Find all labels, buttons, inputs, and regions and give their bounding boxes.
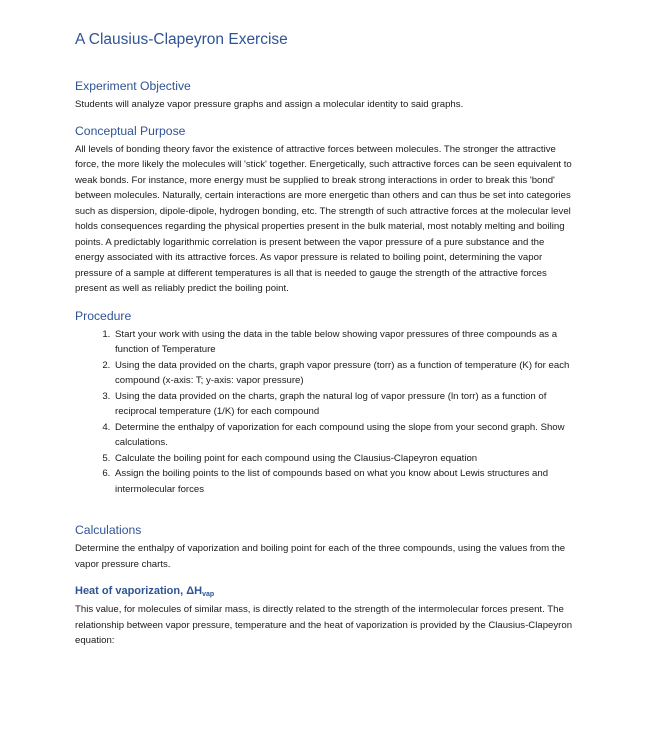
procedure-step: 4. Determine the enthalpy of vaporization for each compound using the slope from your second graph. Show calculations. [113, 420, 573, 451]
procedure-step: 3. Using the data provided on the charts, graph the natural log of vapor pressure (ln torr) as a function of reciprocal temperature (1/K) for each compound [113, 389, 573, 420]
objective-heading: Experiment Objective [75, 79, 191, 93]
document-title: A Clausius-Clapeyron Exercise [75, 31, 288, 48]
purpose-section [75, 123, 573, 297]
procedure-step: 6. Assign the boiling points to the list of compounds based on what you know about Lewis structures and intermolecular forces [113, 466, 573, 497]
heat-of-vaporization-text: This value, for molecules of similar mass, is directly related to the strength of the intermolecular forces present. The relationship between vapor pressure, temperature and the heat of vaporization is provided by the Clausius-Clapeyron equation: [75, 604, 573, 646]
purpose-heading: Conceptual Purpose [75, 123, 186, 138]
heat-heading-main: Heat of vaporization, ΔH [75, 585, 203, 597]
heat-heading-subscript: vap [202, 591, 215, 598]
calculations-section [75, 522, 573, 572]
heat-of-vaporization-section [75, 584, 573, 649]
procedure-step: 5. Calculate the boiling point for each compound using the Clausius-Clapeyron equation [113, 451, 573, 467]
calculations-text: Determine the enthalpy of vaporization and boiling point for each of the three compounds, using the values from the vapor pressure charts. [75, 543, 566, 570]
calculations-heading: Calculations [75, 523, 142, 537]
objective-text: Students will analyze vapor pressure graphs and assign a molecular identity to said graphs. [75, 99, 464, 110]
procedure-section [75, 308, 573, 498]
purpose-text: All levels of bonding theory favor the existence of attractive forces between molecules. The stronger the attractive force, the more likely the molecules will 'stick' together. Energetically, such attractive forces can be seen equivalent to weak bonds. For instance, more energy must be supplied to break strong interactions in order to break this 'bond' between molecules. Naturally, certain interactions are more energetic than others and can thus be set into categories such as dispersion, dipole-dipole, hydrogen bonding, etc. The strength of such attractive forces at the molecular level holds consequences regarding the physical properties present in the bulk material, most notably melting and boiling points. A predictably logarithmic correlation is present between the vapor pressure of a pure substance and the energy associated with its attractive forces. As vapor pressure is related to boiling point, determining the vapor pressure of a sample at different temperatures is all that is needed to gauge the strength of the attractive forces present as well as reliably predict the boiling point. [75, 143, 572, 294]
heat-of-vaporization-heading [75, 584, 573, 600]
procedure-step: 1. Start your work with using the data in the table below showing vapor pressures of three compounds as a function of Temperature [113, 327, 573, 358]
procedure-step: 2. Using the data provided on the charts, graph vapor pressure (torr) as a function of temperature (K) for each compound (x-axis: T; y-axis: vapor pressure) [113, 358, 573, 389]
procedure-heading: Procedure [75, 308, 132, 323]
procedure-steps [75, 327, 573, 498]
objective-section [75, 78, 573, 113]
